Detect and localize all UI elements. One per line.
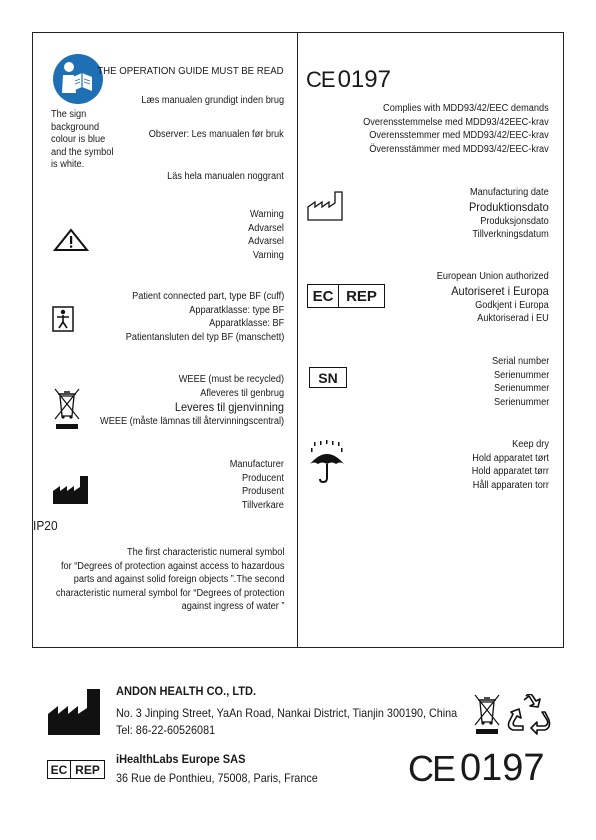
read-manual-icon — [52, 53, 104, 105]
footer-ce-mark — [408, 747, 545, 790]
footer-eu-address: 36 Rue de Ponthieu, 75008, Paris, France — [116, 771, 318, 785]
manufacturer-icon — [52, 475, 90, 505]
footer-ce-symbol: CE — [408, 747, 455, 789]
recycle-icon — [507, 694, 551, 736]
read-manual-headline: THE OPERATION GUIDE MUST BE READ — [97, 65, 284, 77]
read-manual-da: Læs manualen grundigt inden brug — [141, 95, 284, 106]
footer-company: ANDON HEALTH CO., LTD. — [116, 684, 257, 698]
ec-rep-labels: European Union authorized Autoriseret i Europa Godkjent i Europa Auktoriserad i EU — [436, 271, 549, 324]
keep-dry-umbrella-icon — [308, 440, 346, 484]
ce-symbol: CE — [306, 67, 335, 92]
ec-rep-icon: EC REP — [307, 284, 385, 308]
warning-labels: Warning Advarsel Advarsel Varning — [248, 209, 284, 261]
complies-labels: Complies with MDD93/42/EEC demands Overensstemmelse med MDD93/42EEC-krav Overensstemmer med MDD93/42/EEC-krav Överensstämmer med MDD93/42/EEC-krav — [363, 103, 549, 155]
read-manual-sv: Läs hela manualen noggrant — [167, 171, 284, 182]
ce-number: 0197 — [337, 66, 391, 93]
serial-number-icon: SN — [309, 367, 347, 388]
sign-color-note: The sign background colour is blue and the symbol is white. — [51, 109, 114, 170]
mfg-date-labels: Manufacturing date Produktionsdato Produksjonsdato Tillverkningsdatum — [469, 187, 549, 240]
footer-ec-rep-icon: EC REP — [47, 760, 105, 779]
warning-triangle-icon — [53, 228, 89, 252]
ip-code: IP20 — [33, 518, 58, 533]
weee-bin-icon — [53, 386, 81, 432]
type-bf-labels: Patient connected part, type BF (cuff) Apparatklasse: type BF Apparatklasse: BF Patientansluten del typ BF (manschett) — [125, 291, 284, 343]
manufacturing-date-icon — [307, 191, 343, 221]
manufacturer-labels: Manufacturer Producent Produsent Tillverkare — [229, 459, 284, 511]
keep-dry-labels: Keep dry Hold apparatet tørt Hold apparatet tørr Håll apparaten torr — [471, 439, 549, 491]
footer-eu-company: iHealthLabs Europe SAS — [116, 752, 246, 766]
footer-ce-number: 0197 — [460, 747, 545, 789]
footer-tel: Tel: 86-22-60526081 — [116, 723, 216, 737]
weee-labels: WEEE (must be recycled) Afleveres til genbrug Leveres til gjenvinning WEEE (måste lämnas till återvinningscentral) — [99, 374, 284, 427]
serial-labels: Serial number Serienummer Serienummer Serienummer — [491, 356, 549, 408]
type-bf-icon — [52, 306, 74, 332]
read-manual-no: Observer: Les manualen før bruk — [149, 129, 284, 140]
footer-weee-icon — [472, 692, 502, 736]
ip-description: The first characteristic numeral symbol for “Degrees of protection against access to hazardous parts and against solid foreign objects ”.The second characteristic numeral symbol for “Degrees of protection against ingress of water ” — [55, 547, 285, 612]
footer-address: No. 3 Jinping Street, YaAn Road, Nankai District, Tianjin 300190, China — [116, 706, 458, 720]
ce-mark — [306, 66, 391, 94]
column-divider — [297, 32, 298, 648]
footer-manufacturer-icon — [47, 688, 101, 736]
